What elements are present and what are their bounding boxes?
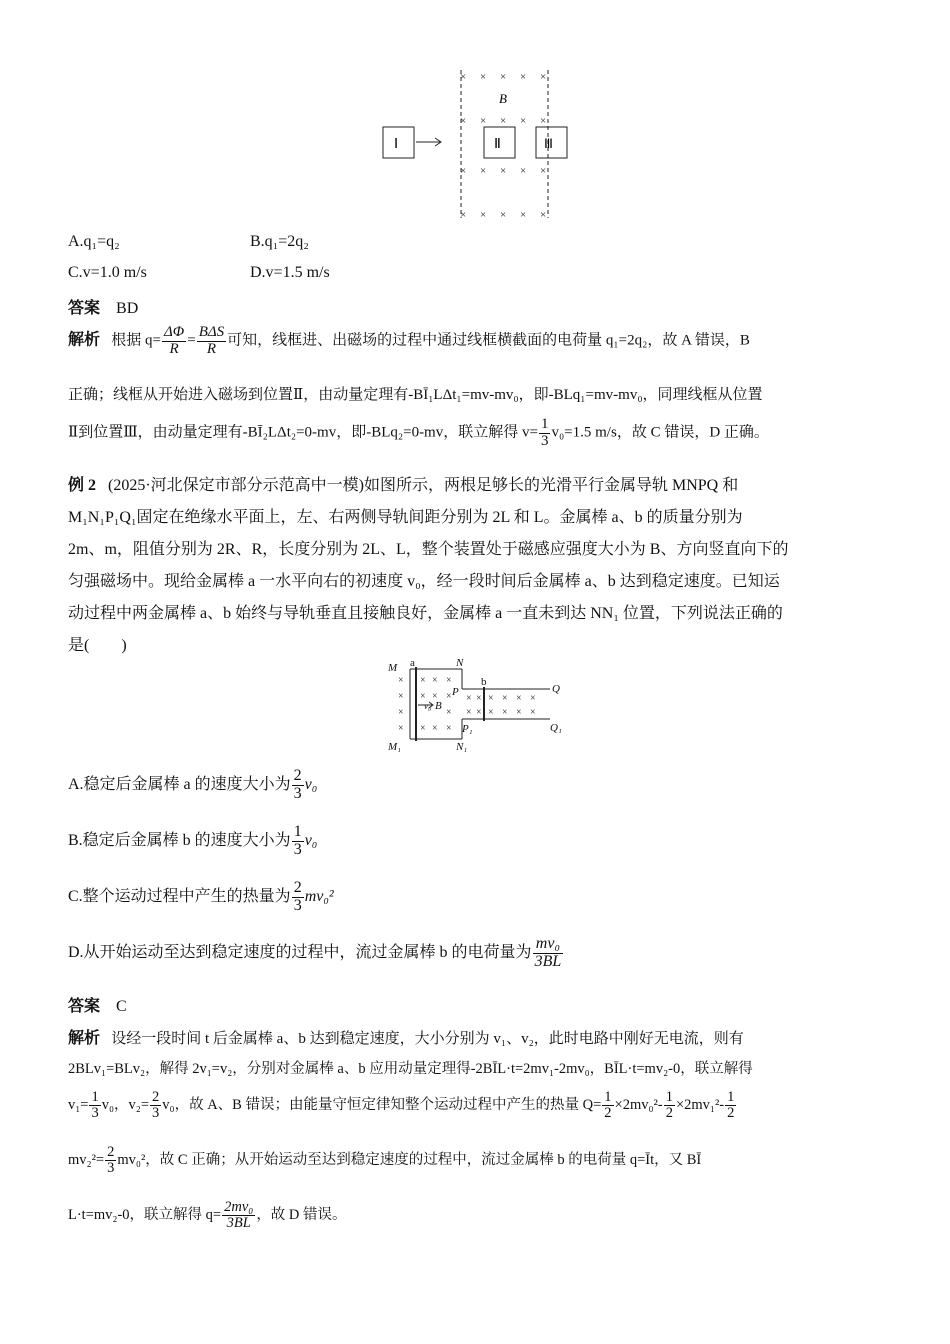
svg-text:×: × — [540, 209, 547, 220]
analysis-1-line-2: 正确；线框从开始进入磁场到位置Ⅱ，由动量定理有-BĪ₁LΔt₁=mv-mv₀，即-BLq₁=mv-mv₀，同理线框从位置 — [68, 387, 763, 403]
analysis-2-line-1: 解析 设经一段时间 t 后金属棒 a、b 达到稳定速度，大小分别为 v₁、v₂，此时电路中刚好无电流，则有 — [68, 1030, 744, 1047]
svg-text:×: × — [432, 723, 438, 734]
svg-text:×: × — [420, 691, 426, 702]
svg-text:×: × — [460, 209, 467, 220]
analysis-label: 解析 — [68, 331, 101, 349]
option-b: B.q₁=2q₂ — [250, 233, 309, 250]
svg-text:×: × — [520, 71, 527, 83]
svg-text:×: × — [420, 675, 426, 686]
example-2-line-1: 例 2 (2025·河北保定市部分示范高中一模)如图所示，两根足够长的光滑平行金属导轨 MNPQ 和 — [68, 477, 739, 494]
svg-text:×: × — [460, 115, 467, 127]
analysis-1-line-1: 解析 根据 q= $\frac{\Delta\Phi}{R}$ = $\frac{\text{BΔS}}{R}$ 可知，线框进、出磁场的过程中通过线框横截面的电荷量 q₁=2q₂，故 A 错误，B — [68, 324, 750, 357]
example-2-line-4: 匀强磁场中。现给金属棒 a 一水平向右的初速度 v₀，经一段时间后金属棒 a、b 达到稳定速度。已知运 — [68, 573, 780, 590]
answer-value: BD — [116, 300, 139, 317]
svg-text:v₀: v₀ — [424, 701, 432, 711]
svg-text:×: × — [466, 693, 472, 704]
svg-text:×: × — [520, 209, 527, 220]
option-a: A.q₁=q₂ — [68, 233, 120, 250]
example-2-line-6: 是( ) — [68, 637, 127, 654]
svg-text:×: × — [398, 675, 404, 686]
figure-magnetic-field-frames — [370, 70, 580, 220]
svg-text:×: × — [480, 165, 487, 177]
example-2-line-5: 动过程中两金属棒 a、b 始终与导轨垂直且接触良好，金属棒 a 一直未到达 NN₁ 位置，下列说法正确的 — [68, 605, 783, 622]
figure-rails — [380, 655, 580, 755]
svg-text:×: × — [488, 693, 494, 704]
analysis-2-line-3: v₁= $\frac{1}{3}$ v₀，v₂= $\frac{2}{3}$ v₀，故 A、B 错误；由能量守恒定律知整个运动过程中产生的热量 Q= $\frac{1}{2}$ ×2mv₀²- $\frac{1}{2}$ ×2mv₁²- $\frac{1}{2}$ — [68, 1089, 735, 1122]
svg-text:P₁: P₁ — [462, 723, 473, 735]
option-2-d: D.从开始运动至达到稳定速度的过程中，流过金属棒 b 的电荷量为 $\frac{\text{mv₀}}{3BL}$ — [68, 935, 562, 970]
analysis-2-line-5: L·t=mv₂-0，联立解得 q= $\frac{\text{2mv₀}}{3BL}$ ，故 D 错误。 — [68, 1199, 347, 1232]
svg-text:×: × — [480, 71, 487, 83]
svg-text:×: × — [432, 675, 438, 686]
frame-2-label: Ⅱ — [494, 137, 501, 152]
svg-text:×: × — [466, 707, 472, 718]
analysis-2-line-4: mv₂²= $\frac{2}{3}$ mv₀²，故 C 正确；从开始运动至达到稳定速度的过程中，流过金属棒 b 的电荷量 q=Īt，又 BĪ — [68, 1144, 702, 1177]
analysis-2-line-2: 2BLv₁=BLv₂，解得 2v₁=v₂，分别对金属棒 a、b 应用动量定理得-2BĪL·t=2mv₁-2mv₀，BĪL·t=mv₂-0，联立解得 — [68, 1061, 753, 1077]
svg-text:Q₁: Q₁ — [550, 722, 562, 734]
answer-1 — [68, 295, 138, 318]
svg-text:Q: Q — [552, 683, 560, 695]
svg-text:×: × — [446, 691, 452, 702]
example-label: 例 2 — [68, 477, 97, 494]
svg-text:×: × — [530, 693, 536, 704]
svg-text:a: a — [410, 657, 415, 669]
analysis-label: 解析 — [68, 1030, 101, 1047]
svg-text:B: B — [435, 700, 442, 712]
svg-text:×: × — [516, 693, 522, 704]
option-2-c: C.整个运动过程中产生的热量为 $\frac{2}{3}$ mv₀² — [68, 879, 334, 914]
svg-text:×: × — [520, 115, 527, 127]
svg-text:×: × — [520, 165, 527, 177]
svg-text:×: × — [476, 707, 482, 718]
example-2-line-2: M₁N₁P₁Q₁固定在绝缘水平面上，左、右两侧导轨间距分别为 2L 和 L。金属棒 a、b 的质量分别为 — [68, 509, 743, 526]
svg-text:M: M — [388, 662, 398, 674]
svg-text:×: × — [420, 723, 426, 734]
option-2-b: B.稳定后金属棒 b 的速度大小为 $\frac{1}{3}$ v₀ — [68, 823, 318, 858]
answer-label: 答案 — [68, 300, 101, 317]
frame-3-label: Ⅲ — [544, 136, 553, 151]
svg-text:M₁: M₁ — [388, 741, 401, 753]
svg-text:×: × — [500, 209, 507, 220]
svg-text:×: × — [398, 723, 404, 734]
svg-text:×: × — [500, 115, 507, 127]
svg-text:×: × — [530, 707, 536, 718]
option-d: D.v=1.5 m/s — [250, 264, 330, 281]
svg-text:×: × — [476, 693, 482, 704]
svg-text:P: P — [452, 686, 459, 698]
svg-text:×: × — [502, 707, 508, 718]
field-label: B — [499, 91, 507, 106]
svg-text:N₁: N₁ — [456, 741, 468, 753]
svg-text:×: × — [460, 165, 467, 177]
svg-text:×: × — [432, 691, 438, 702]
svg-text:×: × — [488, 707, 494, 718]
answer-label: 答案 — [68, 998, 101, 1015]
svg-text:×: × — [540, 71, 547, 83]
frame-1 — [383, 127, 414, 158]
cross-mark: × — [460, 71, 467, 83]
svg-text:×: × — [446, 675, 452, 686]
svg-text:×: × — [446, 707, 452, 718]
svg-text:×: × — [446, 723, 452, 734]
analysis-1-line-3: Ⅱ到位置Ⅲ，由动量定理有-BĪ₂LΔt₂=0-mv，即-BLq₂=0-mv，联立解得 v= $\frac{1}{3}$ v₀=1.5 m/s，故 C 错误，D 正确。 — [68, 416, 769, 449]
example-2-line-3: 2m、m，阻值分别为 2R、R，长度分别为 2L、L，整个装置处于磁感应强度大小为 B、方向竖直向下的 — [68, 541, 789, 558]
svg-text:×: × — [398, 691, 404, 702]
svg-text:b: b — [481, 676, 487, 688]
answer-2 — [68, 993, 127, 1016]
svg-text:×: × — [500, 165, 507, 177]
svg-text:×: × — [502, 693, 508, 704]
svg-text:×: × — [480, 209, 487, 220]
svg-text:×: × — [500, 71, 507, 83]
svg-text:×: × — [398, 707, 404, 718]
svg-text:×: × — [540, 115, 547, 127]
option-2-a: A.稳定后金属棒 a 的速度大小为 $\frac{2}{3}$ v₀ — [68, 767, 318, 802]
answer-value: C — [116, 998, 127, 1015]
svg-text:N: N — [456, 657, 464, 669]
svg-text:×: × — [480, 115, 487, 127]
svg-text:×: × — [540, 165, 547, 177]
option-c: C.v=1.0 m/s — [68, 264, 147, 281]
svg-text:×: × — [516, 707, 522, 718]
frame-1-label: Ⅰ — [394, 137, 399, 152]
